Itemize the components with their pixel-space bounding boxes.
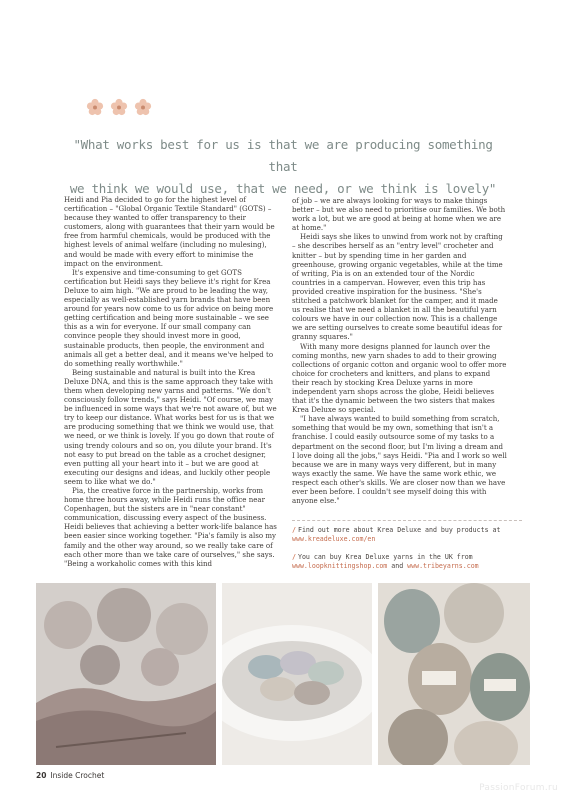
link-tribeyarns[interactable]: www.tribeyarns.com — [407, 562, 479, 570]
flower-icon — [86, 98, 104, 116]
article-paragraph: Being sustainable and natural is built into the Krea Deluxe DNA, and this is the same approach they take with them when developing new yarns and patterns. "We don't consciously follow trends," says Heidi. "Of course, we may be influenced in some ways that we're not aware of, but we try to keep our distance. What works best for us is that we are producing something that we think we would use, that we need, or we think is lovely. If you go down that route of using trendy colours and so on, you dilute your brand. It's not easy to put bread on the table as a crochet designer, even putting all your heart into it – but we are good at executing our designs and ideas, and luckily other people seem to like what we do." — [64, 367, 277, 486]
pull-quote-line: we think we would use, that we need, or we think is lovely" — [69, 181, 497, 196]
pull-quote — [60, 134, 506, 200]
link-kreadeluxe[interactable]: www.kreadeluxe.com/en — [292, 535, 376, 543]
info-links — [292, 520, 522, 580]
article-paragraph: of job – we are always looking for ways to make things better – but we also need to prioritise our families. We both work a lot, but we are good at being at home when we are at home." — [292, 196, 506, 233]
link-block-stockists — [292, 553, 522, 571]
article-column-left — [64, 195, 279, 568]
flower-ornaments — [86, 98, 152, 116]
article-column-right — [292, 196, 507, 505]
link-conjunction: and — [391, 562, 404, 570]
link-intro: You can buy Krea Deluxe yarns in the UK from — [297, 553, 473, 561]
slash-icon: / — [292, 526, 296, 534]
article-paragraph: Heidi and Pia decided to go for the highest level of certification – "Global Organic Textile Standard" (GOTS) – because they wanted to offer transparency to their customers, along with guarantees that their yarn would be free from harmful chemicals, would be produced with the highest levels of animal welfare (including no mulesing), and would be made with every effort to minimise the impact on the environment. — [64, 195, 275, 268]
link-block-official — [292, 526, 522, 544]
flower-icon — [110, 98, 128, 116]
article-paragraph: "I have always wanted to build something from scratch, something that would be my own, something that isn't a franchise. I could easily outsource some of my tasks to a department on the second floor, but I'm living a dream and I love doing all the jobs," says Heidi. "Pia and I work so well because we are in many ways very different, but in many ways exactly the same. We have the same work ethic, we respect each other's skills. We are closer now than we have ever been before. I couldn't see myself doing this with anyone else." — [292, 414, 507, 506]
magazine-name: Inside Crochet — [50, 771, 105, 780]
photo-yarn-balls-crochet — [36, 583, 216, 765]
article-paragraph: It's expensive and time-consuming to get GOTS certification but Heidi says they believe it's right for Krea Deluxe to aim high. "We are proud to be leading the way, especially as well-established yarn brands that have been around for years now come to us for advice on being more getting certification and being more sustainable – we see this as a win for everyone. If our small company can convince people they should invest more in good, sustainable products, then people, the environment and animals all get a better deal, and it means we've helped to do something really worthwhile." — [64, 267, 274, 368]
photo-strip — [36, 583, 530, 765]
flower-icon — [134, 98, 152, 116]
yarn-photo-illustration — [36, 583, 216, 765]
page-number: 20 — [36, 771, 47, 780]
photo-yarn-basket — [222, 583, 372, 765]
pull-quote-line: "What works best for us is that we are producing something that — [73, 137, 493, 174]
slash-icon: / — [292, 553, 296, 561]
link-intro: Find out more about Krea Deluxe and buy products at — [297, 526, 501, 534]
photo-yarn-skeins — [378, 583, 530, 765]
watermark: PassionForum.ru — [479, 783, 558, 793]
page-footer — [36, 771, 104, 780]
link-loopknitting[interactable]: www.loopknittingshop.com — [292, 562, 388, 570]
article-paragraph: With many more designs planned for launch over the coming months, new yarn shades to add to their growing collections of organic cotton and organic wool to offer more choice for crocheters and knitters, and plans to expand their reach by stocking Krea Deluxe yarns in more independent yarn shops across the globe, Heidi believes that it's the dynamic between the two sisters that makes Krea Deluxe so special. — [292, 341, 507, 415]
article-paragraph: Pia, the creative force in the partnership, works from home three hours away, while Heidi runs the office near Copenhagen, but the sisters are in "near constant" communication, discussing every aspect of the business. Heidi believes that achieving a better work-life balance has been easier since working together. "Pia's family is also my family and the other way around, so we really take care of each other more than we take care of ourselves," she says. "Being a workaholic comes with this kind — [64, 486, 277, 568]
basket-photo-illustration — [222, 583, 372, 765]
article-paragraph: Heidi says she likes to unwind from work not by crafting – she describes herself as an "entry level" crocheter and knitter – but by spending time in her garden and greenhouse, growing organic vegetables, while at the time of writing, Pia is on an extended tour of the Nordic countries in a campervan. However, even this trip has provided creative inspiration for the business. "She's stitched a patchwork blanket for the camper, and it made us realise that we need a blanket in all the beautiful yarn colours we have in our collection now. This is a challenge we are setting ourselves to create some beautiful ideas for granny squares." — [292, 232, 503, 342]
skeins-photo-illustration — [378, 583, 530, 765]
